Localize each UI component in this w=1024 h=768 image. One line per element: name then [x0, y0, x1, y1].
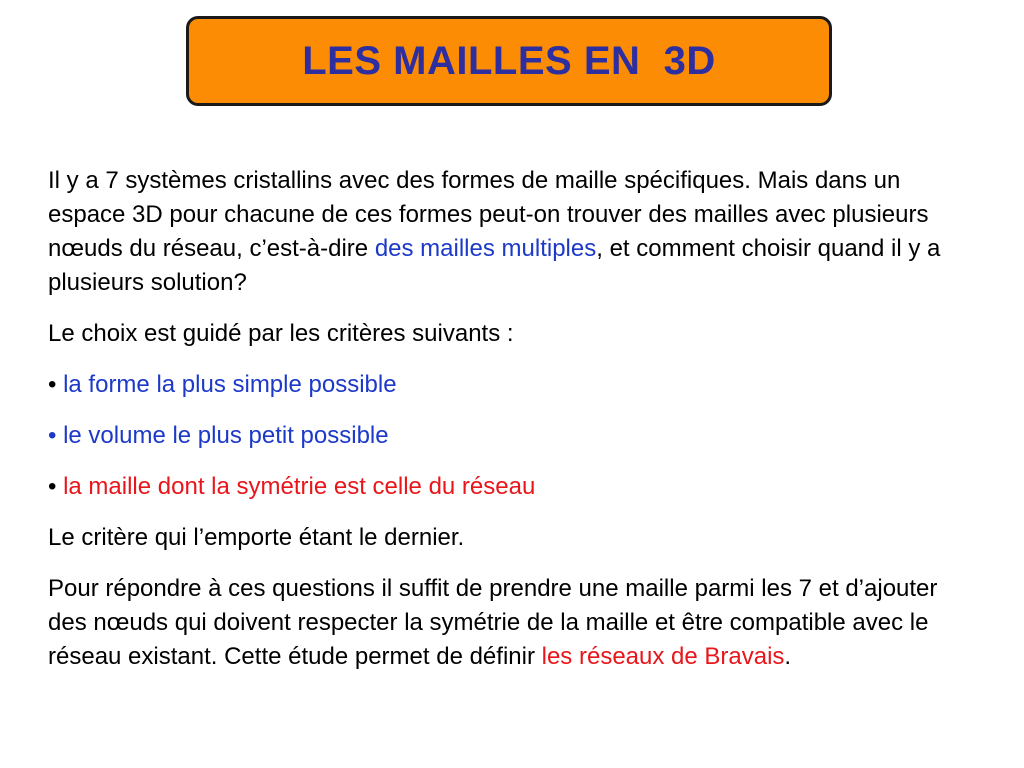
multiple-cells-term: des mailles multiples: [374, 235, 597, 262]
criterion-item-2: [48, 419, 980, 453]
title-banner: [186, 16, 832, 106]
page-title: LES MAILLES EN 3D: [302, 38, 716, 83]
criteria-intro: [48, 317, 980, 351]
conclusion-text: Le critère qui l’emporte étant le dernier.: [48, 524, 465, 551]
criterion-text-1: la forme la plus simple possible: [63, 371, 397, 398]
criterion-text-2: le volume le plus petit possible: [63, 422, 389, 449]
conclusion-paragraph: [48, 521, 980, 555]
criterion-item-3: [48, 470, 980, 504]
slide-body: [48, 164, 980, 691]
bullet-icon: •: [48, 473, 57, 500]
bravais-lattices-term: les réseaux de Bravais: [541, 643, 785, 670]
criterion-item-1: [48, 368, 980, 402]
criteria-intro-text: Le choix est guidé par les critères suivants :: [48, 320, 514, 347]
bravais-paragraph: [48, 572, 980, 674]
intro-paragraph: [48, 164, 980, 300]
criterion-text-3: la maille dont la symétrie est celle du réseau: [63, 473, 536, 500]
bullet-icon: •: [48, 422, 57, 449]
bravais-text-end: .: [784, 643, 792, 670]
intro-text-end: , et comment choisir quand il y a plusieurs solution?: [48, 235, 941, 296]
intro-text: Il y a 7 systèmes cristallins avec des formes de maille spécifiques. Mais dans un espace 3D pour chacune de ces formes peut-on trouver des mailles avec plusieurs nœuds du réseau, c’est-à-dire: [48, 167, 929, 262]
bravais-text: Pour répondre à ces questions il suffit de prendre une maille parmi les 7 et d’ajouter des nœuds qui doivent respecter la symétrie de la maille et être compatible avec le réseau existant. Cette étude permet de définir: [48, 575, 938, 670]
bullet-icon: •: [48, 371, 57, 398]
